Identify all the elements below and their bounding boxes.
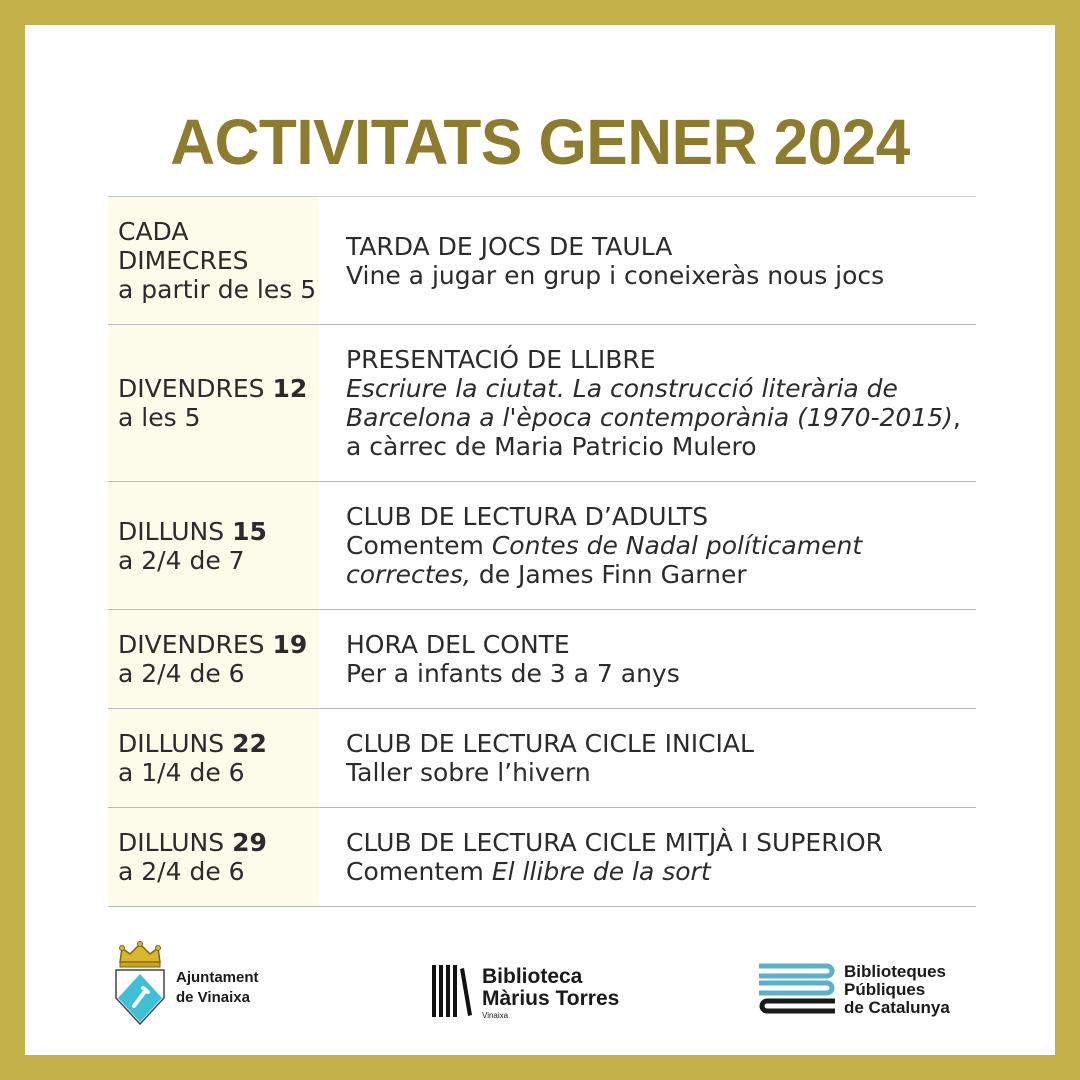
book-title: Escriure la ciutat. La construcció literària de Barcelona a l'època contemporània (1970-2015)	[346, 374, 953, 432]
activity-name: PRESENTACIÓ DE LLIBRE	[346, 345, 656, 374]
activity-cell	[319, 325, 976, 481]
bpc-text: Biblioteques Públiques de Catalunya	[844, 962, 950, 1017]
activity-description: Comentem El llibre de la sort	[346, 857, 711, 886]
activity-name: CLUB DE LECTURA CICLE INICIAL	[346, 729, 754, 758]
activity-cell	[319, 610, 976, 708]
activity-name: CLUB DE LECTURA CICLE MITJÀ I SUPERIOR	[346, 828, 883, 857]
time-label: a 2/4 de 6	[118, 659, 245, 688]
time-label: a 2/4 de 7	[118, 545, 245, 575]
table-row	[108, 482, 976, 610]
book-title: El llibre de la sort	[491, 857, 711, 886]
biblioteca-location: Vinaixa	[482, 1011, 509, 1020]
ajuntament-vinaixa-logo	[110, 940, 310, 1030]
activity-cell	[319, 808, 976, 906]
day-number: 12	[272, 374, 308, 403]
coat-of-arms-icon	[110, 940, 170, 1030]
poster	[25, 25, 1055, 1055]
date-cell	[108, 197, 319, 324]
table-row	[108, 325, 976, 482]
day-label: CADA DIMECRES	[118, 217, 249, 275]
day-number: 22	[232, 729, 267, 758]
activity-cell	[319, 709, 976, 807]
day-label: DILLUNS 29	[118, 828, 267, 857]
date-cell	[108, 325, 319, 481]
time-label: a 1/4 de 6	[118, 758, 245, 787]
biblioteca-marius-torres-logo	[430, 963, 670, 1023]
time-label: a partir de les 5	[118, 275, 317, 304]
biblioteques-publiques-logo	[757, 961, 997, 1021]
books-icon	[430, 963, 474, 1019]
time-label: a 2/4 de 6	[118, 857, 245, 886]
day-label: DIVENDRES 12	[118, 374, 308, 403]
activity-description: Vine a jugar en grup i coneixeràs nous jocs	[346, 260, 885, 290]
date-cell	[108, 610, 319, 708]
day-label: DILLUNS 15	[118, 516, 267, 546]
activities-table	[108, 196, 976, 907]
table-row	[108, 709, 976, 808]
bpc-stripes-icon	[757, 961, 837, 1021]
table-row	[108, 197, 976, 325]
page-title: ACTIVITATS GENER 2024	[170, 106, 910, 178]
table-row	[108, 808, 976, 907]
date-cell	[108, 808, 319, 906]
date-cell	[108, 482, 319, 609]
time-label: a les 5	[118, 403, 201, 432]
activity-description: Escriure la ciutat. La construcció literària de Barcelona a l'època contemporània (1970-2015), a càrrec de Maria Patricio Mulero	[346, 374, 961, 461]
activity-name: TARDA DE JOCS DE TAULA	[346, 231, 673, 261]
biblioteca-text: Biblioteca Màrius Torres	[482, 965, 620, 1010]
activity-name: HORA DEL CONTE	[346, 630, 570, 659]
activity-cell	[319, 482, 976, 609]
activity-cell	[319, 197, 976, 324]
activity-description: Per a infants de 3 a 7 anys	[346, 659, 680, 688]
activity-description: Taller sobre l’hivern	[346, 758, 591, 787]
day-number: 15	[232, 516, 267, 546]
day-label: DIVENDRES 19	[118, 630, 308, 659]
day-label: DILLUNS 22	[118, 729, 267, 758]
date-cell	[108, 709, 319, 807]
activity-description: Comentem Contes de Nadal políticament correctes, de James Finn Garner	[346, 531, 863, 589]
day-number: 29	[232, 828, 267, 857]
book-title: Contes de Nadal políticament correctes,	[346, 531, 863, 589]
ajuntament-text: Ajuntament de Vinaixa	[176, 969, 259, 1006]
activity-name: CLUB DE LECTURA D’ADULTS	[346, 502, 709, 531]
table-row	[108, 610, 976, 709]
day-number: 19	[272, 630, 308, 659]
